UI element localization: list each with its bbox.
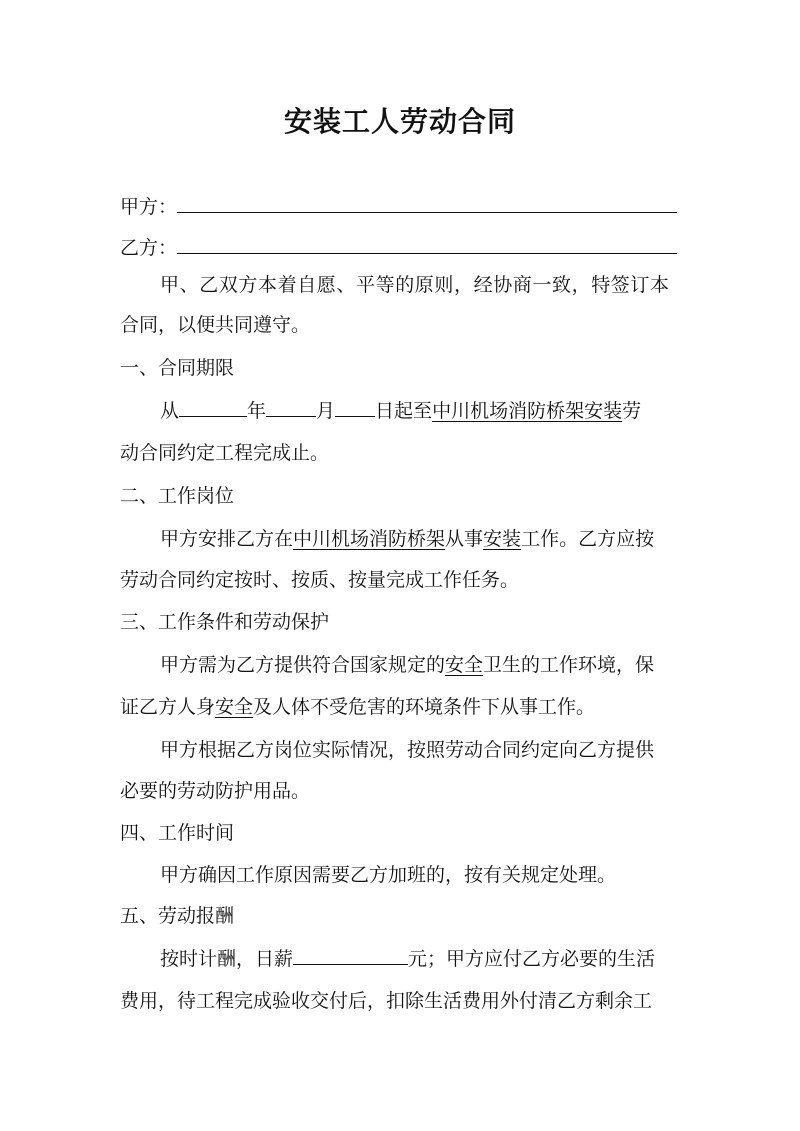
section-3-paragraph-2-line-1: 甲方根据乙方岗位实际情况，按照劳动合同约定向乙方提供 <box>160 739 655 761</box>
section-5-paragraph-line-1 <box>160 946 680 972</box>
section-1-paragraph-line-2: 动合同约定工程完成止。 <box>120 442 330 464</box>
section-5-paragraph-line-2: 费用，待工程完成验收交付后，扣除生活费用外付清乙方剩余工 <box>120 990 653 1012</box>
section-4-paragraph: 甲方确因工作原因需要乙方加班的，按有关规定处理。 <box>160 864 617 886</box>
section-3-paragraph-1-line-2 <box>120 694 680 720</box>
text-day-to: 日起至 <box>375 400 433 422</box>
section-heading: 一、合同期限 <box>120 357 235 379</box>
party-a-blank <box>177 192 677 213</box>
work-site: 中川机场消防桥架 <box>293 528 446 550</box>
section-heading: 四、工作时间 <box>120 822 235 844</box>
start-day-blank <box>335 398 375 417</box>
party-b-blank <box>177 233 677 254</box>
intro-line-2: 合同，以便共同遵守。 <box>120 314 311 336</box>
text: 元；甲方应付乙方必要的生活 <box>408 948 656 970</box>
section-1-paragraph-line-1 <box>160 398 680 424</box>
safety-term: 安全 <box>215 696 254 718</box>
party-a-row <box>120 192 680 220</box>
section-3-paragraph-1-line-1 <box>160 652 680 678</box>
text-month: 月 <box>316 400 336 422</box>
page-title: 安装工人劳动合同 <box>283 105 516 138</box>
text: 及人体不受危害的环境条件下从事工作。 <box>253 696 596 718</box>
text: 按时计酬，日薪 <box>160 948 294 970</box>
party-b-label: 乙方： <box>120 237 178 259</box>
text: 工作。乙方应按 <box>521 528 655 550</box>
section-heading: 五、劳动报酬 <box>120 905 235 927</box>
start-month-blank <box>266 398 316 417</box>
text: 甲方需为乙方提供符合国家规定的 <box>160 654 446 676</box>
start-year-blank <box>179 398 247 417</box>
text: 甲方安排乙方在 <box>160 528 294 550</box>
text-year: 年 <box>247 400 267 422</box>
safety-term: 安全 <box>445 654 484 676</box>
section-2-paragraph-line-1 <box>160 526 680 552</box>
intro-line-1: 甲、乙双方本着自愿、平等的原则，经协商一致，特签订本 <box>160 274 670 296</box>
text: 证乙方人身 <box>120 696 216 718</box>
daily-wage-blank <box>293 946 408 965</box>
text-from: 从 <box>160 400 180 422</box>
text-tail: 劳 <box>622 400 642 422</box>
section-2-paragraph-line-2: 劳动合同约定按时、按质、按量完成工作任务。 <box>120 569 520 591</box>
section-3-paragraph-2-line-2: 必要的劳动防护用品。 <box>120 780 311 802</box>
job-type: 安装 <box>483 528 522 550</box>
text: 卫生的工作环境，保 <box>483 654 655 676</box>
party-a-label: 甲方： <box>120 196 178 218</box>
project-name: 中川机场消防桥架安装 <box>432 400 623 422</box>
section-heading: 二、工作岗位 <box>120 485 235 507</box>
section-heading: 三、工作条件和劳动保护 <box>120 611 330 633</box>
text: 从事 <box>445 528 484 550</box>
party-b-row <box>120 233 680 261</box>
